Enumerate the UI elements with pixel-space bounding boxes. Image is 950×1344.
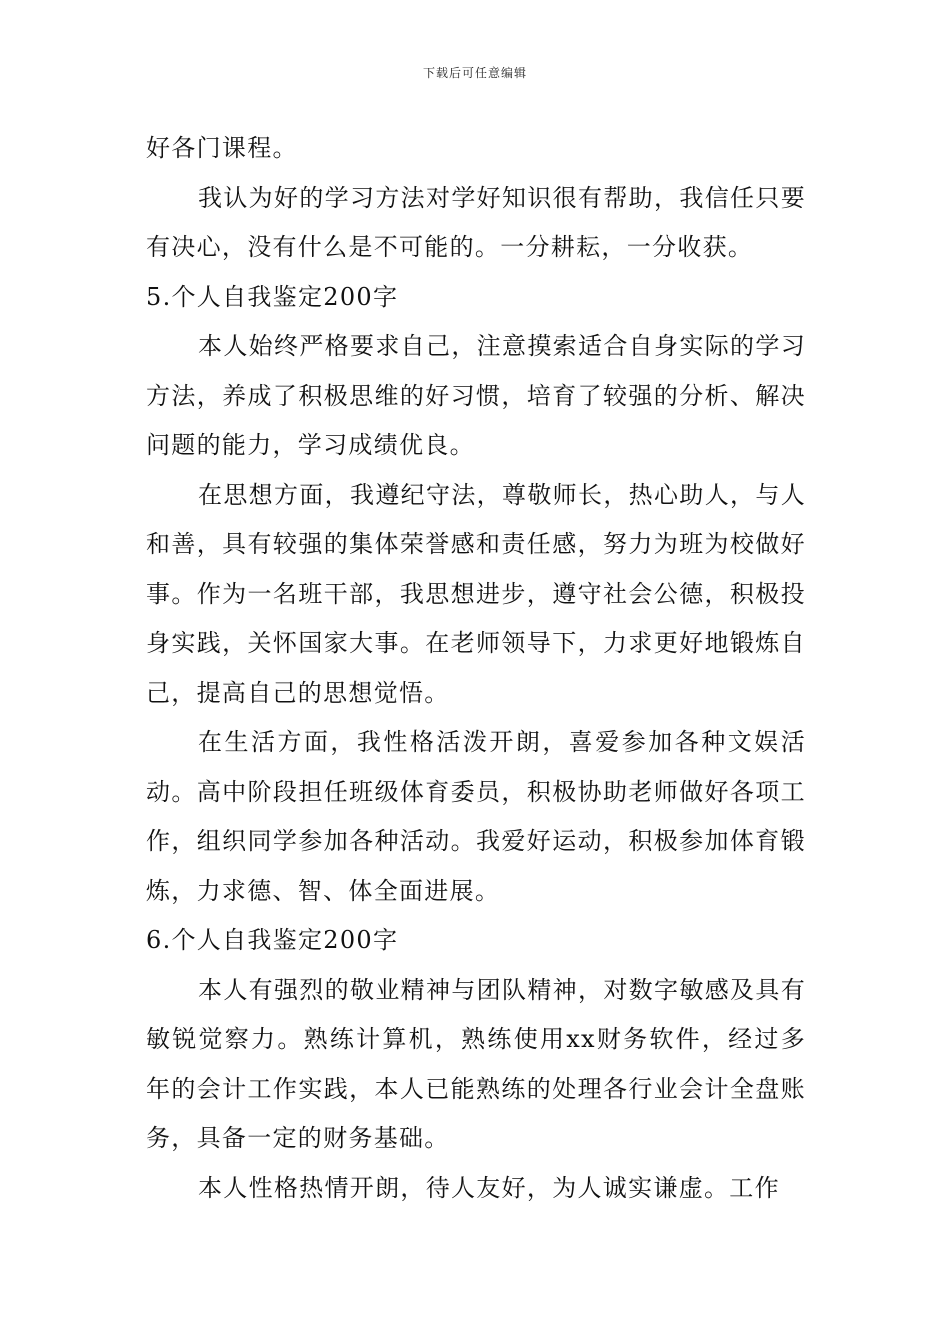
paragraph-thought: 在思想方面，我遵纪守法，尊敬师长，热心助人，与人和善，具有较强的集体荣誉感和责任感，努力为班为校做好事。作为一名班干部，我思想进步，遵守社会公德，积极投身实践，关怀国家大事。在老师领导下，力求更好地锻炼自己，提高自己的思想觉悟。 xyxy=(146,480,806,707)
paragraph-continuation: 好各门课程。 xyxy=(146,134,298,162)
paragraph-self-requirement: 本人始终严格要求自己，注意摸索适合自身实际的学习方法，养成了积极思维的好习惯，培育了较强的分析、解决问题的能力，学习成绩优良。 xyxy=(146,332,806,459)
paragraph-life: 在生活方面，我性格活泼开朗，喜爱参加各种文娱活动。高中阶段担任班级体育委员，积极协助老师做好各项工作，组织同学参加各种活动。我爱好运动，积极参加体育锻炼，力求德、智、体全面进展。 xyxy=(146,728,806,905)
section-heading-6: 6.个人自我鉴定200字 xyxy=(146,926,399,954)
document-body xyxy=(146,124,806,1213)
paragraph-study-method: 我认为好的学习方法对学好知识很有帮助，我信任只要有决心，没有什么是不可能的。一分耕耘，一分收获。 xyxy=(146,183,806,261)
page-header: 下载后可任意编辑 xyxy=(422,66,527,80)
paragraph-professional: 本人有强烈的敬业精神与团队精神，对数字敏感及具有敏锐觉察力。熟练计算机，熟练使用xx财务软件，经过多年的会计工作实践，本人已能熟练的处理各行业会计全盘账务，具备一定的财务基础。 xyxy=(146,975,806,1152)
section-heading-5: 5.个人自我鉴定200字 xyxy=(146,282,399,311)
paragraph-personality: 本人性格热情开朗，待人友好，为人诚实谦虚。工作 xyxy=(198,1173,780,1202)
